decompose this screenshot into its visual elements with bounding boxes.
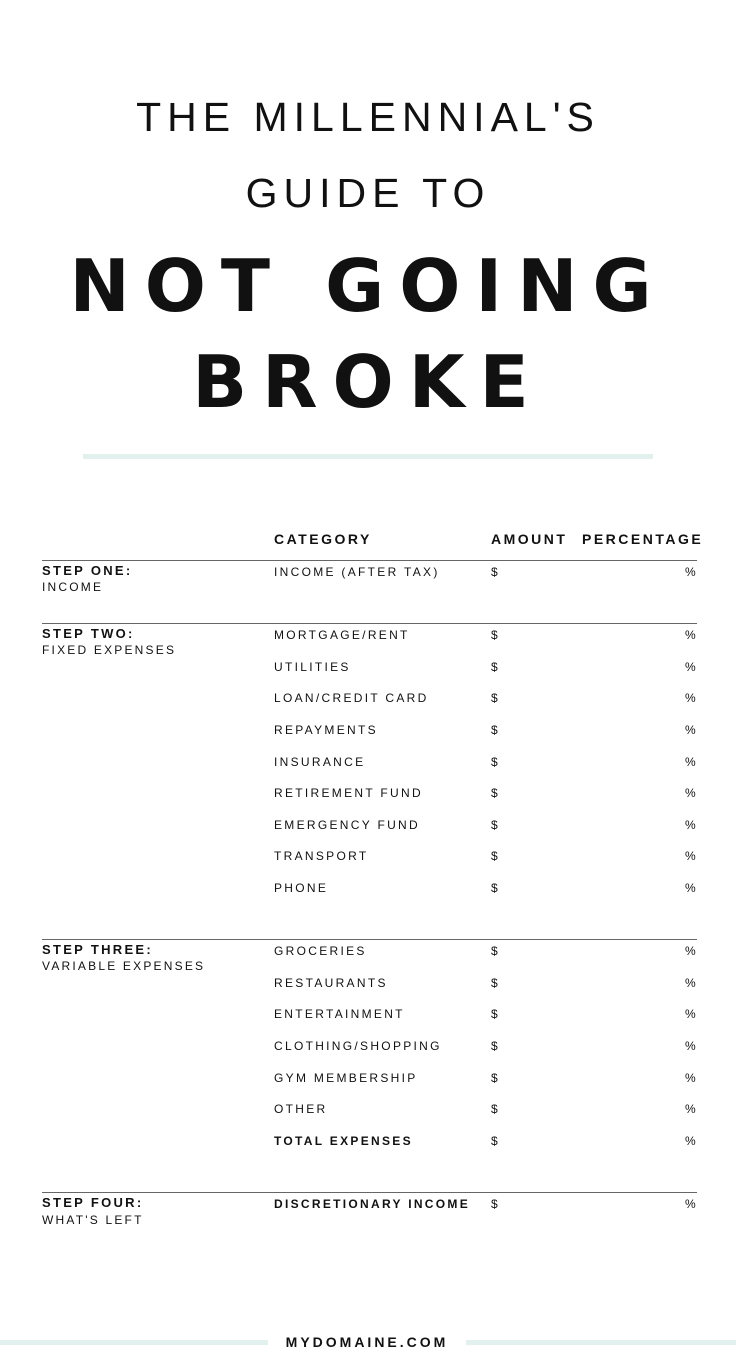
row-label: TOTAL EXPENSES	[274, 1134, 413, 1148]
amount-field: $	[491, 755, 500, 769]
amount-field: $	[491, 1071, 500, 1085]
amount-field: $	[491, 660, 500, 674]
table-row	[274, 723, 698, 739]
amount-field: $	[491, 723, 500, 737]
amount-field: $	[491, 818, 500, 832]
step-subtitle: INCOME	[42, 580, 104, 594]
amount-field: $	[491, 1007, 500, 1021]
table-row	[274, 1039, 698, 1055]
step-title: STEP ONE:	[42, 563, 133, 578]
table-row	[274, 660, 698, 676]
step-divider	[42, 623, 697, 624]
percentage-field: %	[685, 881, 698, 895]
step-title: STEP THREE:	[42, 942, 154, 957]
table-row	[274, 1071, 698, 1087]
amount-field: $	[491, 1197, 500, 1211]
footer-rule-right	[466, 1340, 736, 1345]
amount-field: $	[491, 691, 500, 705]
header-amount: AMOUNT	[491, 531, 568, 547]
title-line-2: GUIDE TO	[245, 170, 491, 216]
percentage-field: %	[685, 976, 698, 990]
title-line-4: BROKE	[192, 340, 544, 424]
percentage-field: %	[685, 1102, 698, 1116]
percentage-field: %	[685, 1039, 698, 1053]
step-subtitle: FIXED EXPENSES	[42, 643, 177, 657]
row-label: EMERGENCY FUND	[274, 818, 420, 832]
table-row	[274, 565, 698, 581]
table-row	[274, 1102, 698, 1118]
table-row	[274, 881, 698, 897]
table-row	[274, 786, 698, 802]
row-label: MORTGAGE/RENT	[274, 628, 410, 642]
title-divider	[83, 454, 653, 459]
step-divider	[42, 939, 697, 940]
row-label: ENTERTAINMENT	[274, 1007, 405, 1021]
table-row	[274, 849, 698, 865]
percentage-field: %	[685, 1071, 698, 1085]
row-label: GYM MEMBERSHIP	[274, 1071, 418, 1085]
percentage-field: %	[685, 1134, 698, 1148]
title-line-3: NOT GOING	[69, 244, 667, 328]
amount-field: $	[491, 1102, 500, 1116]
table-row	[274, 944, 698, 960]
row-label: RETIREMENT FUND	[274, 786, 423, 800]
table-row-total	[274, 1134, 698, 1150]
row-label: INCOME (AFTER TAX)	[274, 565, 440, 579]
table-row	[274, 1007, 698, 1023]
step-title: STEP FOUR:	[42, 1195, 144, 1210]
table-row	[274, 818, 698, 834]
footer-site-link[interactable]: MYDOMAINE.COM	[285, 1334, 449, 1350]
table-row	[274, 691, 698, 707]
row-label: RESTAURANTS	[274, 976, 388, 990]
header-percentage: PERCENTAGE	[582, 531, 704, 547]
table-row-discretionary	[274, 1197, 698, 1213]
row-label: INSURANCE	[274, 755, 366, 769]
amount-field: $	[491, 1134, 500, 1148]
amount-field: $	[491, 849, 500, 863]
row-label: PHONE	[274, 881, 329, 895]
step-title: STEP TWO:	[42, 626, 135, 641]
percentage-field: %	[685, 786, 698, 800]
header-category: CATEGORY	[274, 531, 372, 547]
percentage-field: %	[685, 818, 698, 832]
step-divider	[42, 1192, 697, 1193]
amount-field: $	[491, 944, 500, 958]
row-label: TRANSPORT	[274, 849, 369, 863]
percentage-field: %	[685, 691, 698, 705]
percentage-field: %	[685, 628, 698, 642]
percentage-field: %	[685, 1197, 698, 1211]
row-label: LOAN/CREDIT CARD	[274, 691, 429, 705]
footer-rule-left	[0, 1340, 268, 1345]
percentage-field: %	[685, 944, 698, 958]
amount-field: $	[491, 881, 500, 895]
row-label: DISCRETIONARY INCOME	[274, 1197, 471, 1211]
amount-field: $	[491, 565, 500, 579]
step-subtitle: WHAT'S LEFT	[42, 1213, 144, 1227]
row-label: CLOTHING/SHOPPING	[274, 1039, 442, 1053]
step-divider	[42, 560, 697, 561]
percentage-field: %	[685, 1007, 698, 1021]
percentage-field: %	[685, 565, 698, 579]
percentage-field: %	[685, 660, 698, 674]
step-subtitle: VARIABLE EXPENSES	[42, 959, 206, 973]
table-row	[274, 628, 698, 644]
percentage-field: %	[685, 849, 698, 863]
amount-field: $	[491, 1039, 500, 1053]
title-line-1: THE MILLENNIAL'S	[136, 94, 600, 140]
row-label: OTHER	[274, 1102, 328, 1116]
row-label: REPAYMENTS	[274, 723, 378, 737]
percentage-field: %	[685, 755, 698, 769]
amount-field: $	[491, 976, 500, 990]
table-row	[274, 755, 698, 771]
row-label: GROCERIES	[274, 944, 367, 958]
percentage-field: %	[685, 723, 698, 737]
amount-field: $	[491, 628, 500, 642]
table-row	[274, 976, 698, 992]
row-label: UTILITIES	[274, 660, 351, 674]
amount-field: $	[491, 786, 500, 800]
